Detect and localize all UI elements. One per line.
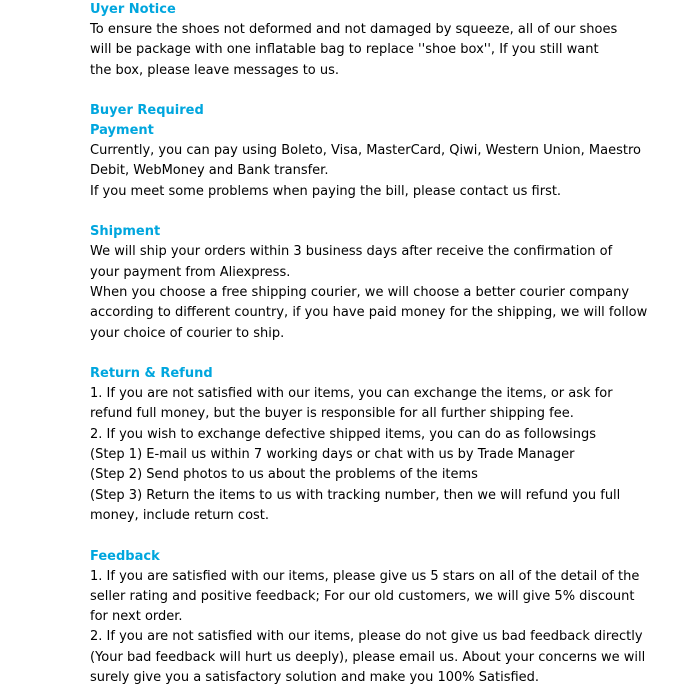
body-line: (Step 2) Send photos to us about the problems of the items	[90, 467, 478, 483]
body-line: the box, please leave messages to us.	[90, 62, 340, 78]
section-spacer	[90, 344, 680, 364]
body-line: Debit, WebMoney and Bank transfer.	[90, 163, 329, 179]
body-line: 1. If you are satisfied with our items, please give us 5 stars on all of the detail of the	[90, 568, 640, 584]
body-line: When you choose a free shipping courier, we will choose a better courier company	[90, 284, 630, 300]
body-line: money, include return cost.	[90, 507, 270, 523]
notice-document	[90, 0, 680, 688]
section-heading: Return & Refund	[90, 366, 213, 382]
section-payment	[90, 101, 680, 202]
body-line: your payment from Aliexpress.	[90, 264, 291, 280]
body-line: refund full money, but the buyer is responsible for all further shipping fee.	[90, 406, 574, 422]
body-line: seller rating and positive feedback; For our old customers, we will give 5% discount	[90, 588, 635, 604]
body-line: for next order.	[90, 609, 183, 625]
body-line: To ensure the shoes not deformed and not damaged by squeeze, all of our shoes	[90, 22, 618, 37]
section-subheading: Payment	[90, 123, 154, 139]
section-spacer	[90, 81, 680, 101]
section-uyer-notice	[90, 0, 680, 81]
body-line: 2. If you wish to exchange defective shipped items, you can do as followsings	[90, 426, 597, 442]
body-line: We will ship your orders within 3 business days after receive the confirmation of	[90, 244, 613, 260]
body-line: Currently, you can pay using Boleto, Visa, MasterCard, Qiwi, Western Union, Maestro	[90, 143, 641, 159]
section-heading: Uyer Notice	[90, 2, 176, 17]
section-heading: Feedback	[90, 548, 160, 564]
body-line: according to different country, if you have paid money for the shipping, we will follow	[90, 305, 648, 321]
body-line: surely give you a satisfactory solution and make you 100% Satisfied.	[90, 670, 540, 686]
section-return-refund	[90, 364, 680, 526]
section-feedback	[90, 547, 680, 689]
section-shipment	[90, 222, 680, 343]
section-spacer	[90, 526, 680, 546]
section-heading: Buyer Required	[90, 103, 204, 119]
body-line: your choice of courier to ship.	[90, 325, 285, 341]
section-spacer	[90, 202, 680, 222]
body-line: (Step 3) Return the items to us with tracking number, then we will refund you full	[90, 487, 621, 503]
body-line: If you meet some problems when paying the bill, please contact us first.	[90, 183, 562, 199]
body-line: (Step 1) E-mail us within 7 working days or chat with us by Trade Manager	[90, 447, 575, 463]
body-line: 1. If you are not satisfied with our items, you can exchange the items, or ask for	[90, 386, 613, 402]
body-line: will be package with one inflatable bag to replace ''shoe box'', If you still want	[90, 42, 599, 58]
body-line: (Your bad feedback will hurt us deeply), please email us. About your concerns we will	[90, 649, 646, 665]
section-heading: Shipment	[90, 224, 161, 240]
body-line: 2. If you are not satisfied with our items, please do not give us bad feedback directly	[90, 629, 643, 645]
